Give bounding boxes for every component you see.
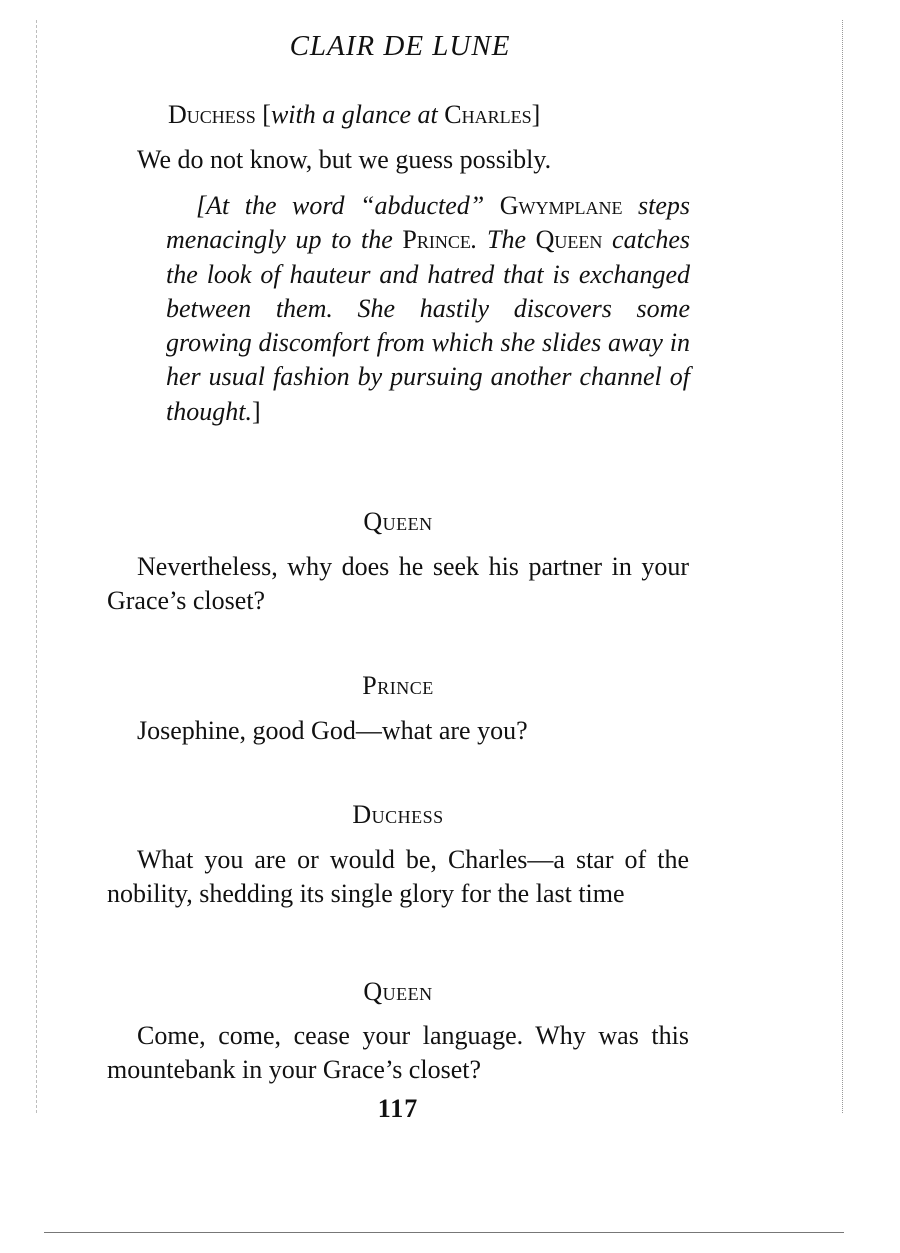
character-name: Gwymplane [499,191,623,220]
speech-paragraph: Nevertheless, why does he seek his partner in your Grace’s closet? [107,552,689,615]
aside-open-bracket: [ [262,100,271,129]
speech-paragraph: What you are or would be, Charles—a star of the nobility, shedding its single glory for the last time [107,845,689,908]
speaker-heading-duchess [168,100,540,130]
aside-addressee: Charles [444,100,532,129]
speaker-heading-duchess: Duchess [352,800,444,829]
stage-direction [166,189,690,429]
direction-text: . The [470,225,536,255]
character-name: Queen [535,225,603,255]
scan-margin-left [36,20,37,1113]
speaker-name: Duchess [168,100,256,129]
speaker-heading-queen: Queen [363,507,433,536]
page-number: 117 [377,1094,419,1123]
scan-bottom-rule [44,1232,844,1233]
scan-margin-right [842,20,843,1113]
aside-close-bracket: ] [531,100,541,129]
speech-paragraph: Come, come, cease your language. Why was this mountebank in your Grace’s closet? [107,1021,689,1084]
direction-text: steps menacingly up to the [166,191,690,255]
character-name: Prince [402,225,471,255]
running-head: CLAIR DE LUNE [289,30,511,62]
speech-line: Josephine, good God—what are you? [137,716,528,745]
speaker-heading-queen: Queen [363,977,433,1006]
aside-text: with a glance at [270,100,438,129]
direction-text: catches the look of hauteur and hatred that is exchanged between them. She hastily discovers some growing discomfort from which she slides away in her usual fashion by pursuing another channel of thought. [166,225,691,426]
direction-close-bracket: ] [251,396,261,426]
direction-text: [At the word “abducted” [196,191,500,220]
speaker-heading-prince: Prince [362,671,434,700]
speech-line: We do not know, but we guess possibly. [137,145,552,174]
